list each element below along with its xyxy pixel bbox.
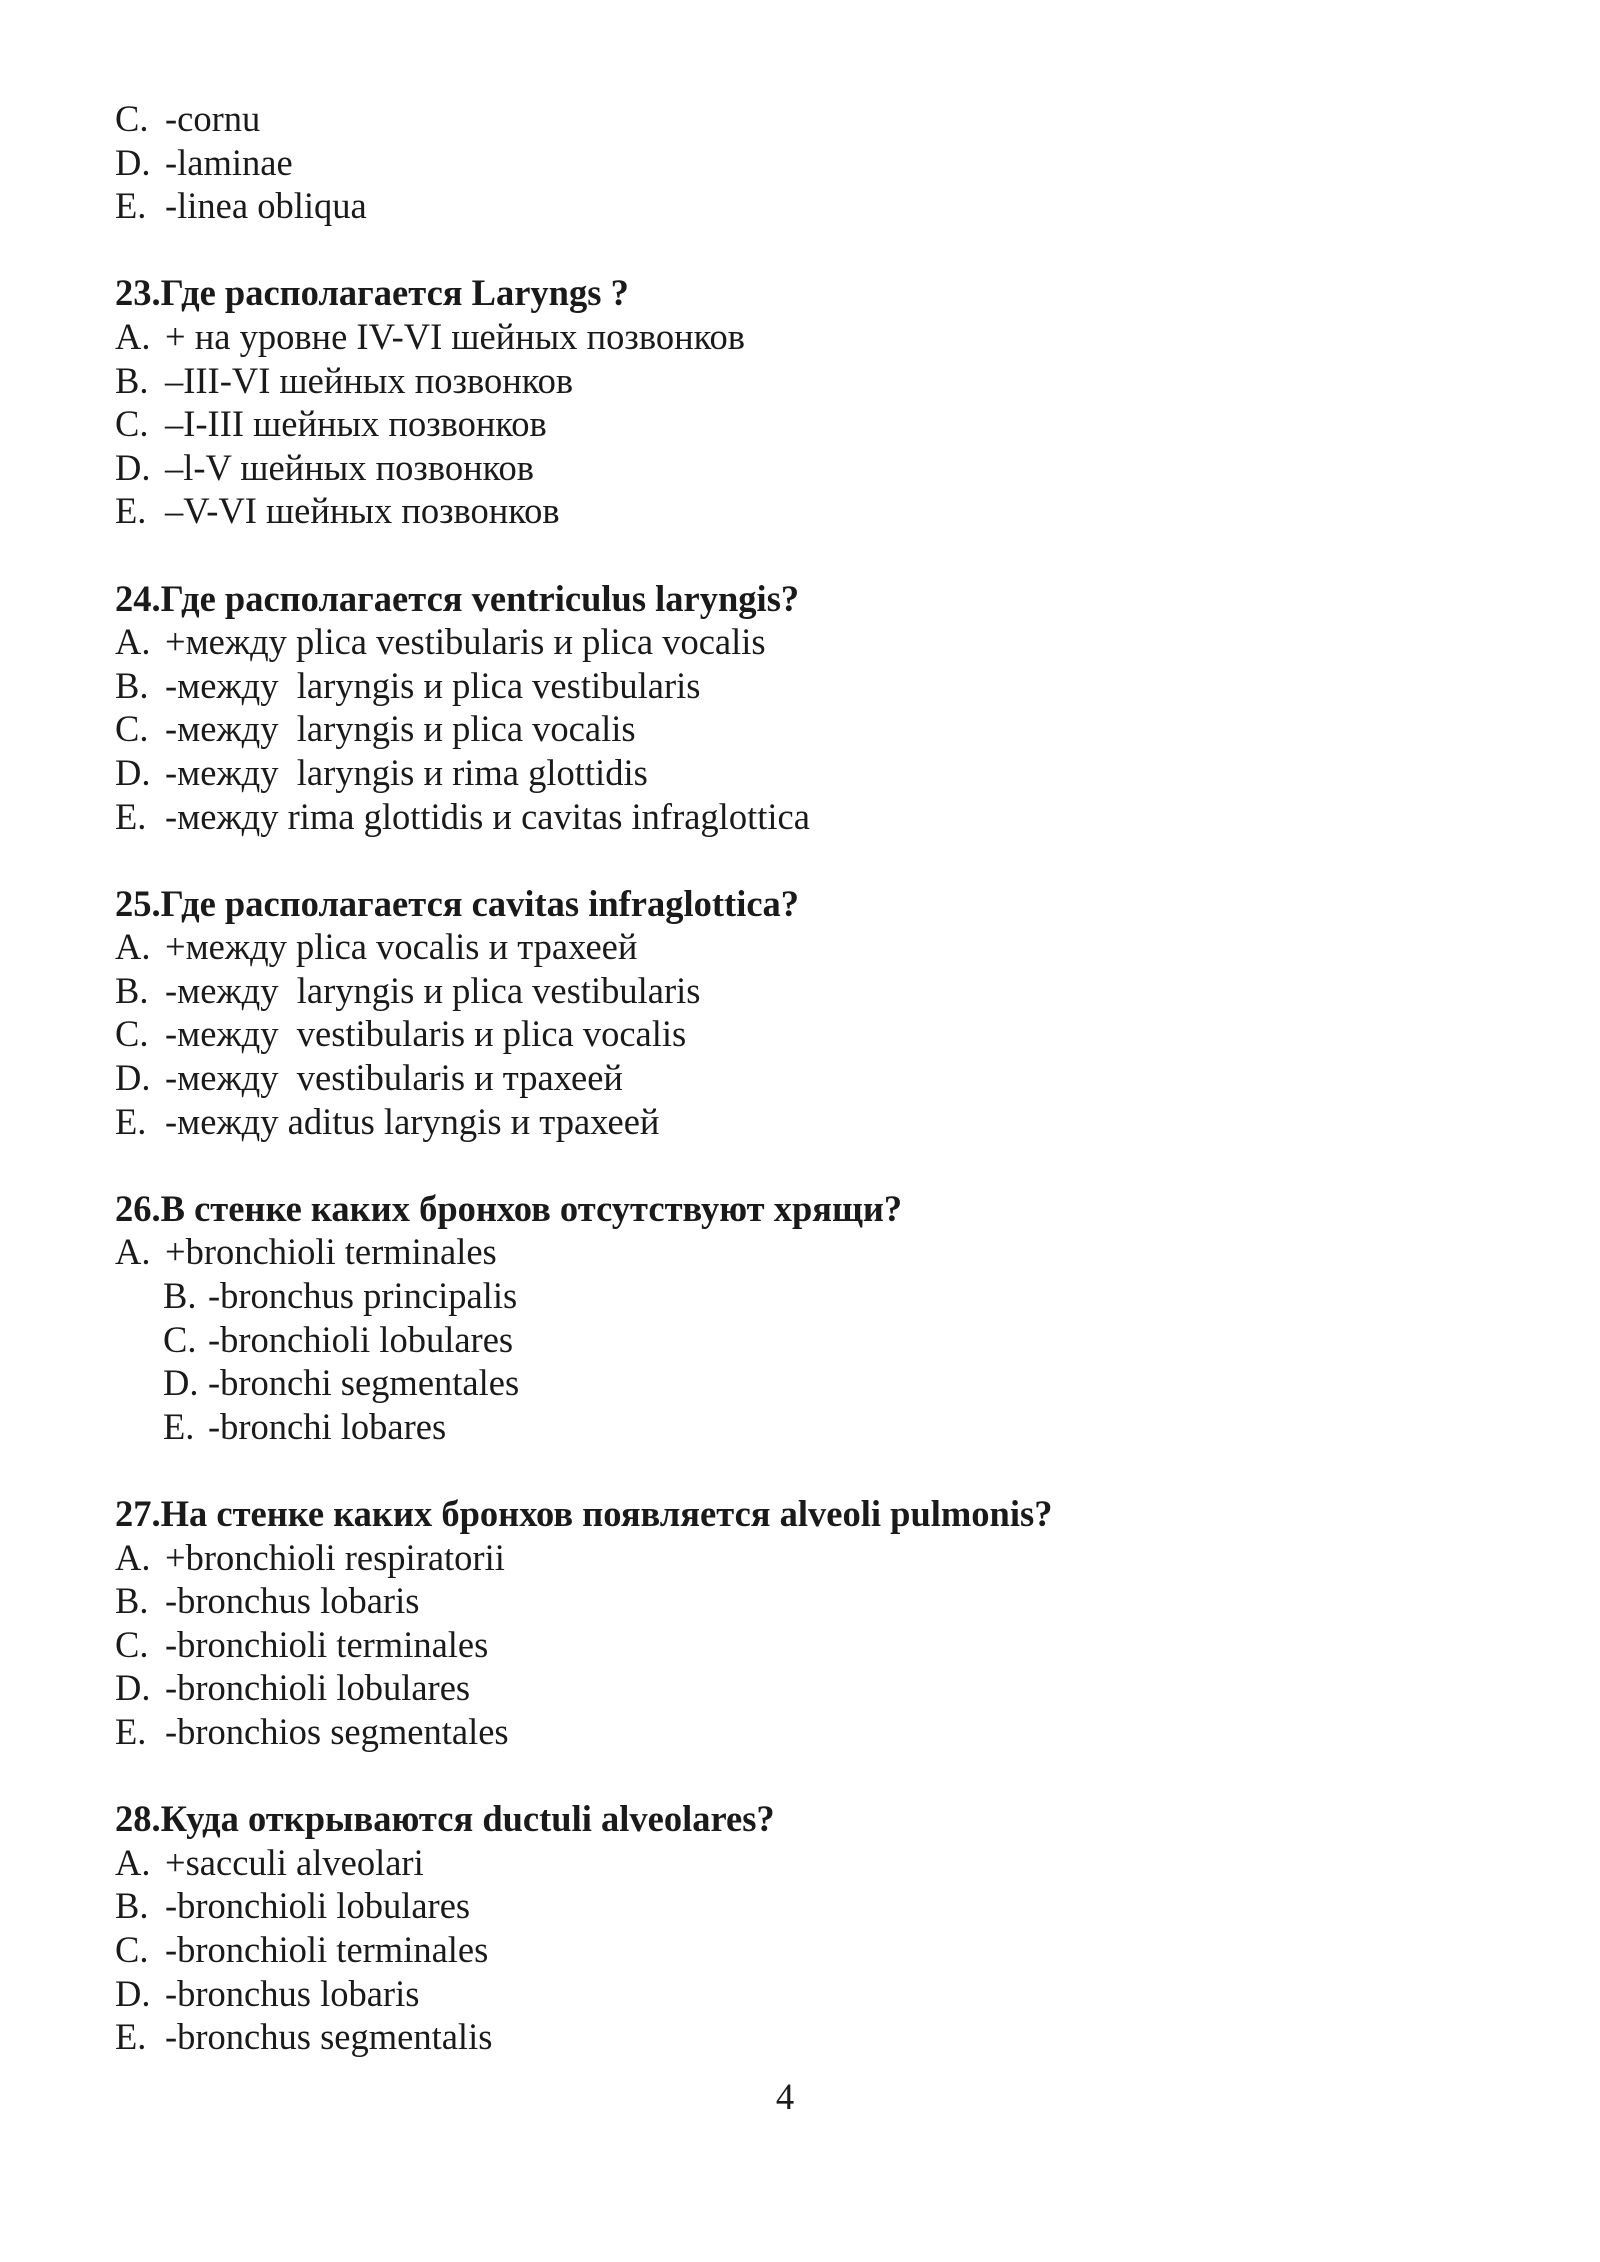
option-letter: D. xyxy=(115,1057,151,1099)
option-letter: A. xyxy=(115,1536,151,1578)
answer-option xyxy=(115,1710,1495,1754)
option-letter: D. xyxy=(115,446,151,488)
answer-option xyxy=(115,184,1495,228)
question-block xyxy=(115,1797,1495,2059)
option-text: -между vestibularis и трахеей xyxy=(165,1057,623,1099)
answer-option xyxy=(115,2015,1495,2059)
question-title xyxy=(115,271,1495,315)
option-text: -bronchioli lobulares xyxy=(208,1318,514,1360)
answer-option xyxy=(115,1361,1495,1405)
answer-option xyxy=(115,620,1495,664)
answer-option xyxy=(115,925,1495,969)
option-letter: B. xyxy=(115,359,149,401)
option-letter: E. xyxy=(163,1405,195,1447)
option-letter: E. xyxy=(115,1710,147,1752)
question-number: 28. xyxy=(115,1798,161,1840)
question-title xyxy=(115,577,1495,621)
question-number: 27. xyxy=(115,1493,161,1534)
option-text: +между plica vocalis и трахеей xyxy=(165,926,638,968)
answer-option xyxy=(115,707,1495,751)
option-letter: C. xyxy=(115,98,149,139)
option-text: -bronchus principalis xyxy=(208,1275,518,1317)
option-text: +sacculi alveolari xyxy=(165,1841,424,1883)
option-text: -bronchios segmentales xyxy=(165,1710,509,1752)
option-letter: B. xyxy=(115,1885,149,1927)
answer-option xyxy=(115,1318,1495,1362)
option-letter: C. xyxy=(115,1013,149,1055)
option-letter: E. xyxy=(115,795,147,837)
question-spacer xyxy=(115,1143,1495,1187)
question-title xyxy=(115,882,1495,926)
answer-option xyxy=(115,1666,1495,1710)
option-letter: E. xyxy=(115,1100,147,1142)
option-letter: B. xyxy=(115,1580,149,1622)
answer-option xyxy=(115,1405,1495,1449)
answer-option xyxy=(115,1230,1495,1274)
option-text: -между vestibularis и plica vocalis xyxy=(165,1013,687,1055)
question-number: 26. xyxy=(115,1187,161,1229)
option-letter: A. xyxy=(115,621,151,663)
option-text: -bronchus lobaris xyxy=(165,1972,420,2014)
option-letter: C. xyxy=(115,1623,149,1665)
option-text: –l-V шейных позвонков xyxy=(165,446,534,488)
option-letter: E. xyxy=(115,185,147,227)
answer-option xyxy=(115,1100,1495,1144)
answer-option xyxy=(115,1056,1495,1100)
answer-option xyxy=(115,359,1495,403)
answer-option xyxy=(115,795,1495,839)
question-title xyxy=(115,1187,1495,1231)
option-letter: D. xyxy=(163,1362,199,1404)
question-spacer xyxy=(115,1754,1495,1798)
option-text: -bronchus lobaris xyxy=(165,1580,420,1622)
option-letter: A. xyxy=(115,315,151,357)
option-letter: B. xyxy=(115,664,149,706)
question-spacer xyxy=(115,228,1495,272)
question-text: В стенке каких бронхов отсутствуют хрящи? xyxy=(160,1187,903,1229)
option-letter: B. xyxy=(115,969,149,1011)
option-text: –V-VI шейных позвонков xyxy=(165,490,560,532)
question-block xyxy=(115,1187,1495,1449)
question-text: Где располагается cavitas infraglottica? xyxy=(160,882,800,924)
option-letter: D. xyxy=(115,1667,151,1709)
questions-list xyxy=(115,228,1495,2059)
option-text: -laminae xyxy=(165,141,293,183)
option-text: -между laryngis и plica vocalis xyxy=(165,708,636,750)
question-title xyxy=(115,1492,1495,1536)
answer-option xyxy=(115,446,1495,490)
option-letter: C. xyxy=(115,403,149,445)
option-letter: C. xyxy=(115,1928,149,1970)
question-text: Куда открываются ductuli alveolares? xyxy=(160,1798,775,1840)
answer-option xyxy=(115,1841,1495,1885)
answer-option xyxy=(115,1579,1495,1623)
option-text: –I-III шейных позвонков xyxy=(165,403,547,445)
answer-option xyxy=(115,489,1495,533)
option-text: +между plica vestibularis и plica vocalis xyxy=(165,621,766,663)
answer-option xyxy=(115,1884,1495,1928)
option-text: -между laryngis и plica vestibularis xyxy=(165,969,701,1011)
answer-option xyxy=(115,1623,1495,1667)
option-letter: A. xyxy=(115,1841,151,1883)
answer-option xyxy=(115,664,1495,708)
option-text: -bronchi segmentales xyxy=(208,1362,520,1404)
question-block xyxy=(115,271,1495,533)
option-text: -cornu xyxy=(165,98,261,139)
option-text: -между rima glottidis и cavitas infraglottica xyxy=(165,795,810,837)
answer-option xyxy=(115,402,1495,446)
option-letter: A. xyxy=(115,1231,151,1273)
answer-option xyxy=(115,1012,1495,1056)
option-letter: E. xyxy=(115,490,147,532)
option-text: -bronchioli lobulares xyxy=(165,1667,471,1709)
option-text: +bronchioli terminales xyxy=(165,1231,497,1273)
answer-option xyxy=(115,1928,1495,1972)
option-letter: D. xyxy=(115,751,151,793)
answer-option xyxy=(115,969,1495,1013)
option-text: + на уровне IV-VI шейных позвонков xyxy=(165,315,745,357)
answer-option xyxy=(115,1972,1495,2016)
question-number: 25. xyxy=(115,882,161,924)
answer-option xyxy=(115,1536,1495,1580)
option-text: –III-VI шейных позвонков xyxy=(165,359,574,401)
option-letter: D. xyxy=(115,1972,151,2014)
question-text: Где располагается ventriculus laryngis? xyxy=(160,577,800,619)
document-page xyxy=(115,97,1495,2059)
question-text: Где располагается Laryngs ? xyxy=(160,272,629,314)
answer-option xyxy=(115,141,1495,185)
option-text: -bronchi lobares xyxy=(208,1405,447,1447)
question-text: На стенке каких бронхов появляется alveoli pulmonis? xyxy=(160,1493,1053,1534)
answer-option xyxy=(115,97,1495,141)
option-text: -bronchioli terminales xyxy=(165,1623,489,1665)
question-spacer xyxy=(115,1448,1495,1492)
answer-option xyxy=(115,1274,1495,1318)
question-title xyxy=(115,1797,1495,1841)
option-letter: A. xyxy=(115,926,151,968)
option-text: -bronchioli terminales xyxy=(165,1928,489,1970)
page-number: 4 xyxy=(775,2076,795,2117)
question-block xyxy=(115,882,1495,1144)
answer-option xyxy=(115,315,1495,359)
question-block xyxy=(115,577,1495,839)
option-text: -bronchus segmentalis xyxy=(165,2016,493,2058)
question-block xyxy=(115,1492,1495,1754)
option-text: -между laryngis и plica vestibularis xyxy=(165,664,701,706)
question-number: 23. xyxy=(115,272,161,314)
option-letter: D. xyxy=(115,141,151,183)
option-letter: B. xyxy=(163,1275,197,1317)
option-letter: C. xyxy=(163,1318,197,1360)
option-text: -linea obliqua xyxy=(165,185,367,227)
option-text: -между aditus laryngis и трахеей xyxy=(165,1100,660,1142)
question-spacer xyxy=(115,838,1495,882)
question-number: 24. xyxy=(115,577,161,619)
option-letter: E. xyxy=(115,2016,147,2058)
continuation-options xyxy=(115,97,1495,228)
option-text: -bronchioli lobulares xyxy=(165,1885,471,1927)
answer-option xyxy=(115,751,1495,795)
question-spacer xyxy=(115,533,1495,577)
option-text: -между laryngis и rima glottidis xyxy=(165,751,648,793)
option-letter: C. xyxy=(115,708,149,750)
option-text: +bronchioli respiratorii xyxy=(165,1536,505,1578)
